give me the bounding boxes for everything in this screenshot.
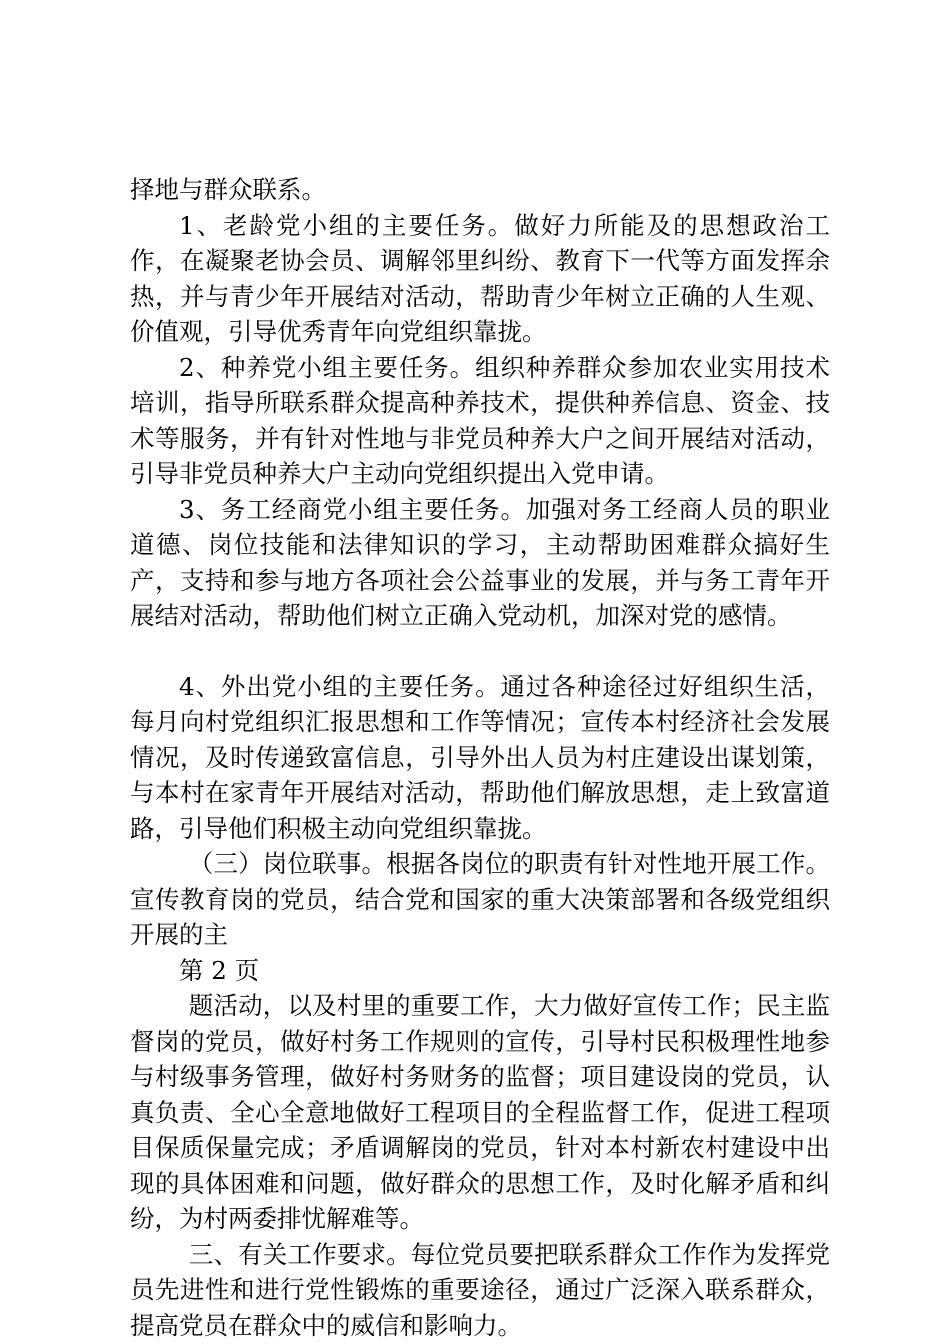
page-number: 第 2 页 <box>179 955 260 985</box>
document-page <box>130 172 830 1343</box>
paragraph-8: 三、有关工作要求。每位党员要把联系群众工作作为发挥党员先进性和进行党性锻炼的重要途径，通过广泛深入联系群众，提高党员在群众中的威信和影响力。 <box>130 1239 830 1340</box>
paragraph-4: 3、务工经商党小组主要任务。加强对务工经商人员的职业道德、岗位技能和法律知识的学习，主动帮助困难群众搞好生产，支持和参与地方各项社会公益事业的发展，并与务工青年开展结对活动，帮助他们树立正确入党动机，加深对党的感情。 <box>130 494 830 630</box>
paragraph-3: 2、种养党小组主要任务。组织种养群众参加农业实用技术培训，指导所联系群众提高种养技术，提供种养信息、资金、技术等服务，并有针对性地与非党员种养大户之间开展结对活动，引导非党员种养大户主动向党组织提出入党申请。 <box>130 352 830 488</box>
paragraph-5: 4、外出党小组的主要任务。通过各种途径过好组织生活，每月向村党组织汇报思想和工作等情况；宣传本村经济社会发展情况，及时传递致富信息，引导外出人员为村庄建设出谋划策，与本村在家青年开展结对活动，帮助他们解放思想，走上致富道路，引导他们积极主动向党组织靠拢。 <box>130 671 830 843</box>
paragraph-6: （三）岗位联事。根据各岗位的职责有针对性地开展工作。宣传教育岗的党员，结合党和国家的重大决策部署和各级党组织开展的主 <box>130 849 830 949</box>
paragraph-2: 1、老龄党小组的主要任务。做好力所能及的思想政治工作，在凝聚老协会员、调解邻里纠纷、教育下一代等方面发挥余热，并与青少年开展结对活动，帮助青少年树立正确的人生观、价值观，引导优秀青年向党组织靠拢。 <box>130 210 830 346</box>
paragraph-1: 择地与群众联系。 <box>130 175 326 204</box>
paragraph-7: 题活动，以及村里的重要工作，大力做好宣传工作；民主监督岗的党员，做好村务工作规则的宣传，引导村民积极理性地参与村级事务管理，做好村务财务的监督；项目建设岗的党员，认真负责、全心全意地做好工程项目的全程监督工作，促进工程项目保质保量完成；矛盾调解岗的党员，针对本村新农村建设中出现的具体困难和问题，做好群众的思想工作，及时化解矛盾和纠纷，为村两委排忧解难等。 <box>130 991 830 1233</box>
